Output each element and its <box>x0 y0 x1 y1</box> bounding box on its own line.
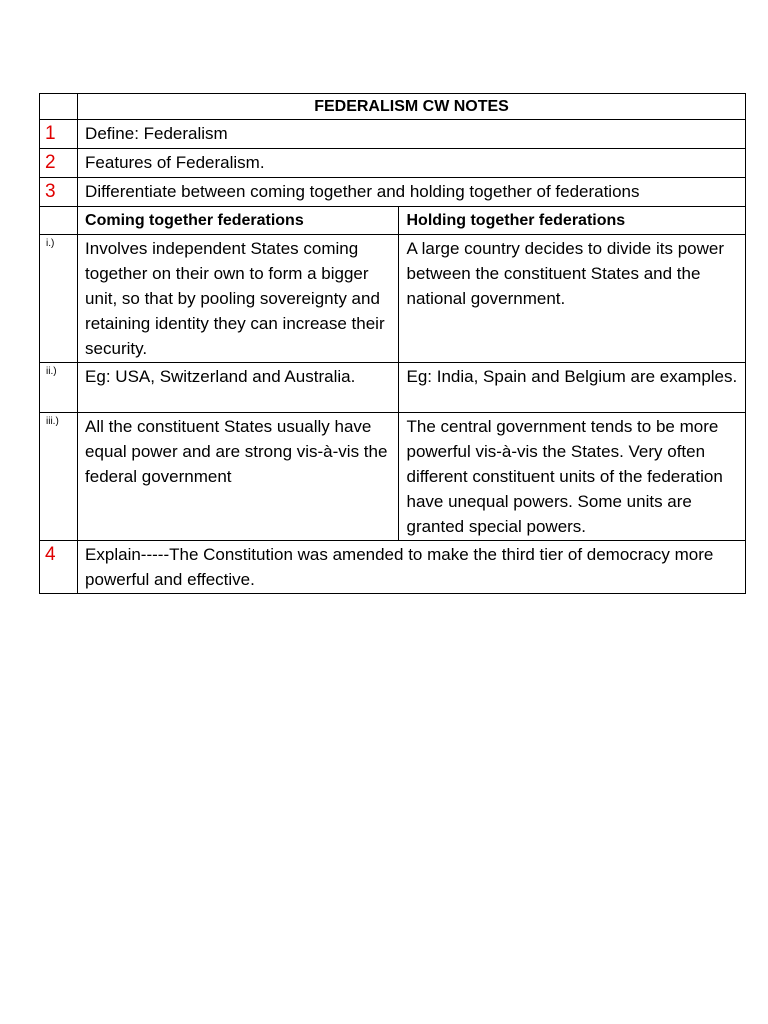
question-number: 1 <box>40 120 78 149</box>
row-label: i.) <box>40 235 78 363</box>
table-row <box>40 363 746 413</box>
question-text: Features of Federalism. <box>78 149 746 178</box>
holding-together-cell: The central government tends to be more powerful vis-à-vis the States. Very often different constituent units of the federation have unequal powers. Some units are granted special powers. <box>399 413 746 541</box>
question-text: Differentiate between coming together and holding together of federations <box>78 178 746 207</box>
comparison-header-row <box>40 207 746 235</box>
holding-together-cell: Eg: India, Spain and Belgium are examples. <box>399 363 746 413</box>
notes-table <box>39 93 746 594</box>
question-row <box>40 541 746 594</box>
header-number-cell <box>40 207 78 235</box>
column-header-holding-together: Holding together federations <box>399 207 746 235</box>
row-label: iii.) <box>40 413 78 541</box>
coming-together-cell: Involves independent States coming together on their own to form a bigger unit, so that by pooling sovereignty and retaining identity they can increase their security. <box>78 235 399 363</box>
column-header-coming-together: Coming together federations <box>78 207 399 235</box>
question-row <box>40 120 746 149</box>
holding-together-cell: A large country decides to divide its power between the constituent States and the national government. <box>399 235 746 363</box>
question-number: 4 <box>40 541 78 594</box>
row-label: ii.) <box>40 363 78 413</box>
question-number: 2 <box>40 149 78 178</box>
coming-together-cell: All the constituent States usually have equal power and are strong vis-à-vis the federal government <box>78 413 399 541</box>
question-row <box>40 178 746 207</box>
question-number: 3 <box>40 178 78 207</box>
coming-together-cell: Eg: USA, Switzerland and Australia. <box>78 363 399 413</box>
question-row <box>40 149 746 178</box>
title-number-cell <box>40 94 78 120</box>
question-text: Explain-----The Constitution was amended to make the third tier of democracy more powerful and effective. <box>78 541 746 594</box>
title-row <box>40 94 746 120</box>
table-row <box>40 235 746 363</box>
question-text: Define: Federalism <box>78 120 746 149</box>
table-row <box>40 413 746 541</box>
table-title: FEDERALISM CW NOTES <box>78 94 746 120</box>
